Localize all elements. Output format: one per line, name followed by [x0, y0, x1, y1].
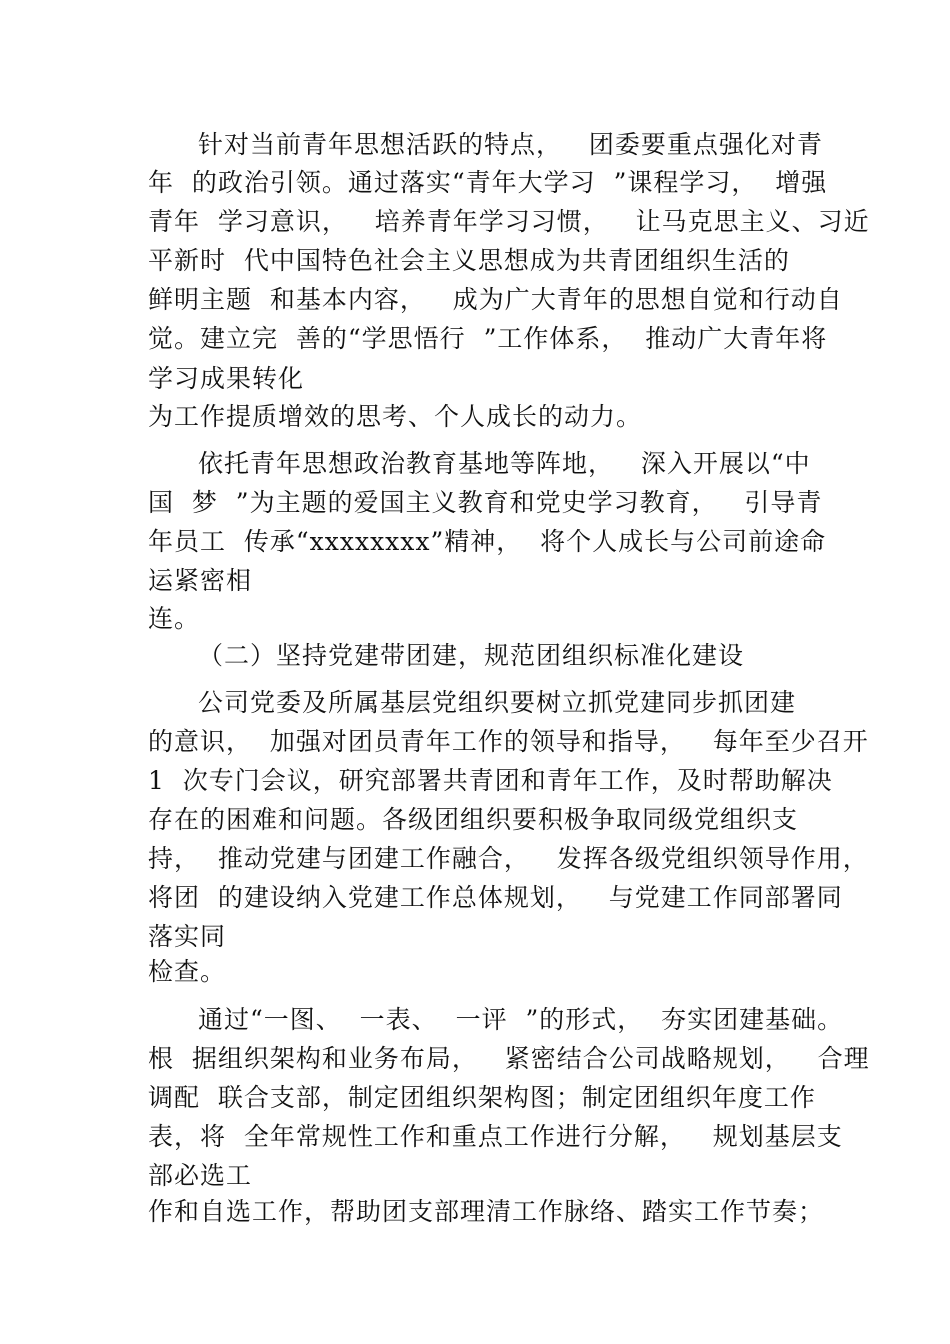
paragraph-1-line-8: 为工作提质增效的思考、个人成长的动力。 [148, 402, 643, 431]
paragraph-3-line-3: 1 次专门会议，研究部署共青团和青年工作，及时帮助解决 [148, 766, 833, 795]
paragraph-1-line-1: 针对当前青年思想活跃的特点， 团委要重点强化对青 [198, 130, 823, 159]
paragraph-2-line-5: 连。 [148, 604, 201, 633]
paragraph-1-line-5: 鲜明主题 和基本内容， 成为广大青年的思想自觉和行动自 [148, 285, 843, 314]
paragraph-1-line-2: 年 的政治引领。通过落实“青年大学习 ”课程学习， 增强 [148, 168, 828, 197]
paragraph-2-line-2: 国 梦 ”为主题的爱国主义教育和党史学习教育， 引导青 [148, 488, 823, 517]
paragraph-2-line-1: 依托青年思想政治教育基地等阵地， 深入开展以“中 [198, 449, 811, 478]
paragraph-4-line-4: 表，将 全年常规性工作和重点工作进行分解， 规划基层支 [148, 1122, 843, 1151]
paragraph-3-line-1: 公司党委及所属基层党组织要树立抓党建同步抓团建 [198, 688, 797, 717]
paragraph-3-line-7: 落实同 [148, 922, 227, 951]
paragraph-1-line-6: 觉。建立完 善的“学思悟行 ”工作体系， 推动广大青年将 [148, 324, 828, 353]
paragraph-2-line-3: 年员工 传承“xxxxxxxx”精神， 将个人成长与公司前途命 [148, 527, 827, 556]
paragraph-3-line-2: 的意识， 加强对团员青年工作的领导和指导， 每年至少召开 [148, 727, 869, 756]
paragraph-4-line-2: 根 据组织架构和业务布局， 紧密结合公司战略规划， 合理 [148, 1044, 870, 1073]
paragraph-3-line-5: 持， 推动党建与团建工作融合， 发挥各级党组织领导作用， [148, 844, 869, 873]
paragraph-1-line-4: 平新时 代中国特色社会主义思想成为共青团组织生活的 [148, 246, 790, 275]
paragraph-4-line-6: 作和自选工作，帮助团支部理清工作脉络、踏实工作节奏； [148, 1197, 825, 1226]
paragraph-3-line-6: 将团 的建设纳入党建工作总体规划， 与党建工作同部署同 [148, 883, 843, 912]
paragraph-2-line-4: 运紧密相 [148, 566, 253, 595]
paragraph-4-line-3: 调配 联合支部，制定团组织架构图；制定团组织年度工作 [148, 1083, 816, 1112]
paragraph-4-line-1: 通过“一图、 一表、 一评 ”的形式， 夯实团建基础。 [198, 1005, 844, 1034]
section-heading: （二）坚持党建带团建，规范团组织标准化建设 [198, 641, 745, 670]
paragraph-1-line-3: 青年 学习意识， 培养青年学习习惯， 让马克思主义、习近 [148, 207, 870, 236]
paragraph-1-line-7: 学习成果转化 [148, 364, 305, 393]
paragraph-3-line-8: 检查。 [148, 957, 227, 986]
paragraph-4-line-5: 部必选工 [148, 1161, 253, 1190]
paragraph-3-line-4: 存在的困难和问题。各级团组织要积极争取同级党组织支 [148, 805, 799, 834]
